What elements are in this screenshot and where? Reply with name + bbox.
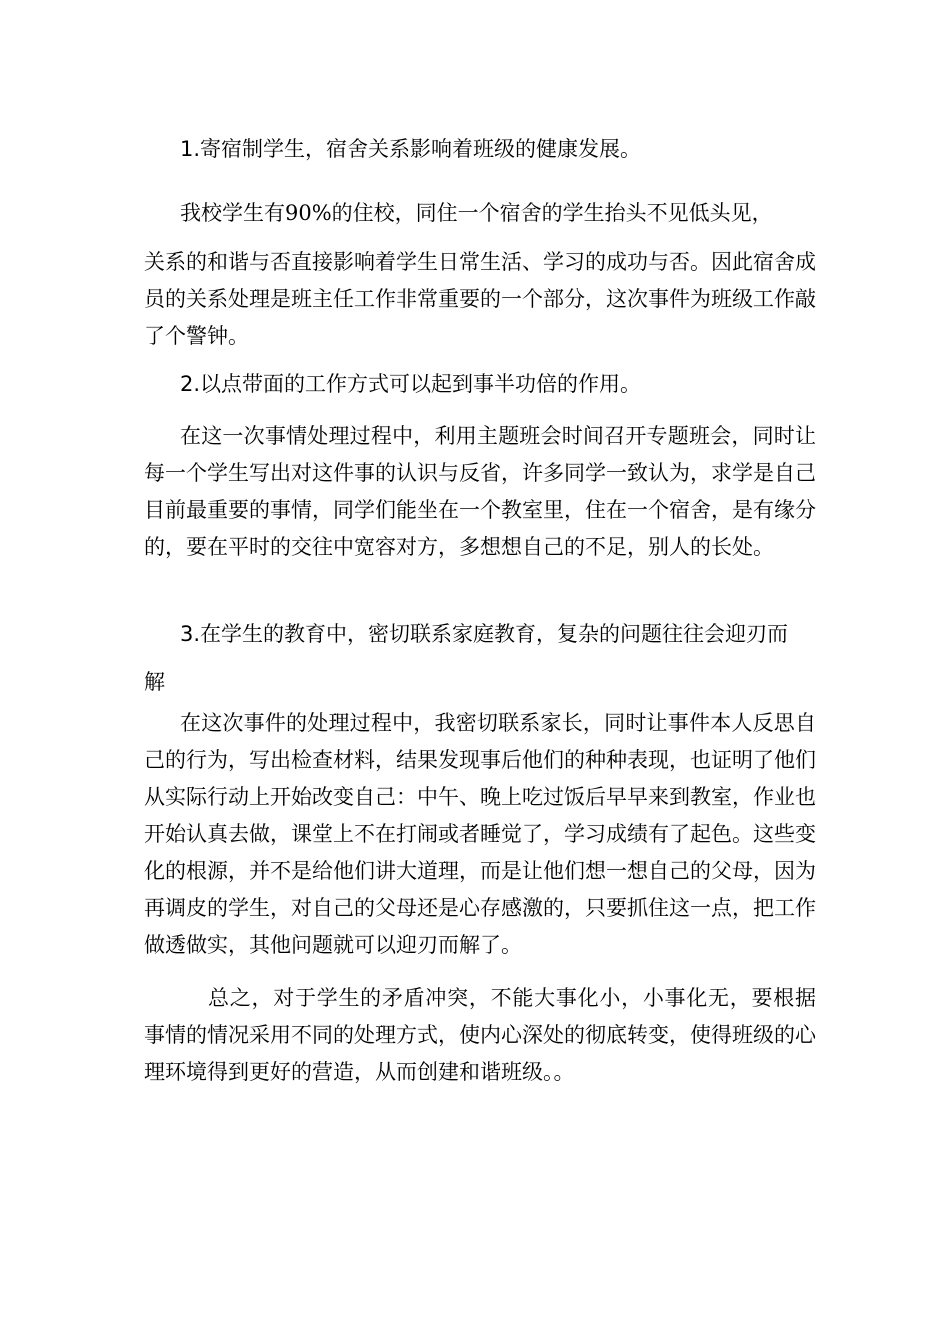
- paragraph-conclusion: 总之，对于学生的矛盾冲突，不能大事化小，小事化无，要根据事情的情况采用不同的处理方式，使内心深处的彻底转变，使得班级的心理环境得到更好的营造，从而创建和谐班级。。: [144, 986, 816, 1084]
- section-heading-3: 3.在学生的教育中，密切联系家庭教育，复杂的问题往往会迎刃而: [180, 622, 789, 646]
- paragraph-class-meeting: 在这一次事情处理过程中，利用主题班会时间召开专题班会，同时让每一个学生写出对这件事的认识与反省，许多同学一致认为，求学是自己目前最重要的事情，同学们能坐在一个教室里，住在一个宿舍，是有缘分的，要在平时的交往中宽容对方，多想想自己的不足，别人的长处。: [144, 424, 816, 559]
- section-heading-2: 2.以点带面的工作方式可以起到事半功倍的作用。: [180, 372, 642, 396]
- paragraph-family-contact: 在这次事件的处理过程中，我密切联系家长，同时让事件本人反思自己的行为，写出检查材料，结果发现事后他们的种种表现，也证明了他们从实际行动上开始改变自己：中午、晚上吃过饭后早早来到教室，作业也开始认真去做，课堂上不在打闹或者睡觉了，学习成绩有了起色。这些变化的根源，并不是给他们讲大道理，而是让他们想一想自己的父母，因为再调皮的学生，对自己的父母还是心存感激的，只要抓住这一点，把工作做透做实，其他问题就可以迎刃而解了。: [144, 711, 816, 957]
- section-heading-1: 1.寄宿制学生，宿舍关系影响着班级的健康发展。: [180, 137, 642, 161]
- paragraph-dorm-relations: 关系的和谐与否直接影响着学生日常生活、学习的成功与否。因此宿舍成员的关系处理是班主任工作非常重要的一个部分，这次事件为班级工作敲了个警钟。: [144, 250, 816, 348]
- paragraph-residence-rate: 我校学生有90%的住校，同住一个宿舍的学生抬头不见低头见，: [180, 201, 773, 225]
- section-heading-3-continued: 解: [144, 670, 165, 694]
